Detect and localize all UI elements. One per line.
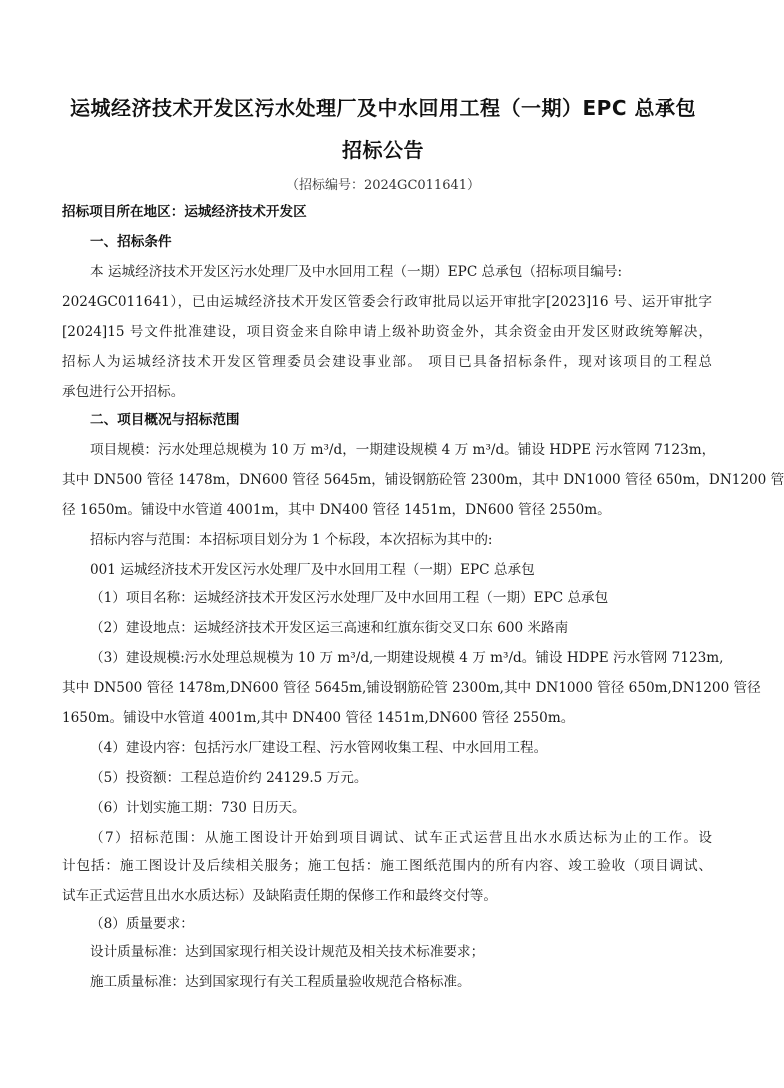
paragraph-line: 承包进行公开招标。 <box>62 384 185 400</box>
paragraph-line: 本 运城经济技术开发区污水处理厂及中水回用工程（一期）EPC 总承包（招标项目编号: <box>90 264 623 280</box>
list-item: （1）项目名称：运城经济技术开发区污水处理厂及中水回用工程（一期）EPC 总承包 <box>90 590 609 606</box>
document-title-line2: 招标公告 <box>342 138 424 162</box>
project-location: 招标项目所在地区：运城经济技术开发区 <box>62 204 307 220</box>
document-title: 运城经济技术开发区污水处理厂及中水回用工程（一期）EPC 总承包 <box>70 96 696 120</box>
bid-number: （招标编号：2024GC011641） <box>285 178 481 193</box>
list-item: （3）建设规模:污水处理总规模为 10 万 m³/d,一期建设规模 4 万 m³/d。铺设 HDPE 污水管网 7123m, <box>90 650 724 666</box>
paragraph-line: 2024GC011641），已由运城经济技术开发区管委会行政审批局以运开审批字[2023]16 号、运开审批字 <box>62 294 712 310</box>
list-item: （2）建设地点：运城经济技术开发区运三高速和红旗东街交叉口东 600 米路南 <box>90 620 569 636</box>
list-item: （6）计划实施工期：730 日历天。 <box>90 800 306 816</box>
paragraph-line: 计包括：施工图设计及后续相关服务；施工包括：施工图纸范围内的所有内容、竣工验收（项目调试、 <box>62 858 712 874</box>
paragraph-line: 径 1650m。铺设中水管道 4001m，其中 DN400 管径 1451m，DN600 管径 2550m。 <box>62 502 611 518</box>
paragraph-line: 1650m。铺设中水管道 4001m,其中 DN400 管径 1451m,DN600 管径 2550m。 <box>62 710 575 726</box>
paragraph-line: 项目规模：污水处理总规模为 10 万 m³/d，一期建设规模 4 万 m³/d。铺设 HDPE 污水管网 7123m， <box>90 442 716 458</box>
section-heading: 一、招标条件 <box>90 234 172 250</box>
lot-title: 001 运城经济技术开发区污水处理厂及中水回用工程（一期）EPC 总承包 <box>90 562 535 578</box>
paragraph-line: 招标内容与范围：本招标项目划分为 1 个标段，本次招标为其中的: <box>90 532 493 548</box>
paragraph-line: 试车正式运营且出水水质达标）及缺陷责任期的保修工作和最终交付等。 <box>62 888 497 904</box>
section-heading: 二、项目概况与招标范围 <box>90 412 240 428</box>
paragraph-line: 招标人为运城经济技术开发区管理委员会建设事业部。 项目已具备招标条件，现对该项目的工程总 <box>62 354 712 370</box>
list-item: （7）招标范围：从施工图设计开始到项目调试、试车正式运营且出水水质达标为止的工作。设 <box>90 830 712 846</box>
paragraph-line: 其中 DN500 管径 1478m,DN600 管径 5645m,铺设钢筋砼管 2300m,其中 DN1000 管径 650m,DN1200 管径 <box>62 680 761 696</box>
list-item: （5）投资额：工程总造价约 24129.5 万元。 <box>90 770 368 786</box>
paragraph-line: 设计质量标准：达到国家现行相关设计规范及相关技术标准要求； <box>90 944 485 960</box>
list-item: （8）质量要求： <box>90 916 194 932</box>
paragraph-line: 施工质量标准：达到国家现行有关工程质量验收规范合格标准。 <box>90 974 471 990</box>
paragraph-line: [2024]15 号文件批准建设，项目资金来自除申请上级补助资金外，其余资金由开发区财政统筹解决， <box>62 324 712 340</box>
list-item: （4）建设内容：包括污水厂建设工程、污水管网收集工程、中水回用工程。 <box>90 740 548 756</box>
paragraph-line: 其中 DN500 管径 1478m，DN600 管径 5645m，铺设钢筋砼管 2300m，其中 DN1000 管径 650m，DN1200 管 <box>62 472 784 488</box>
